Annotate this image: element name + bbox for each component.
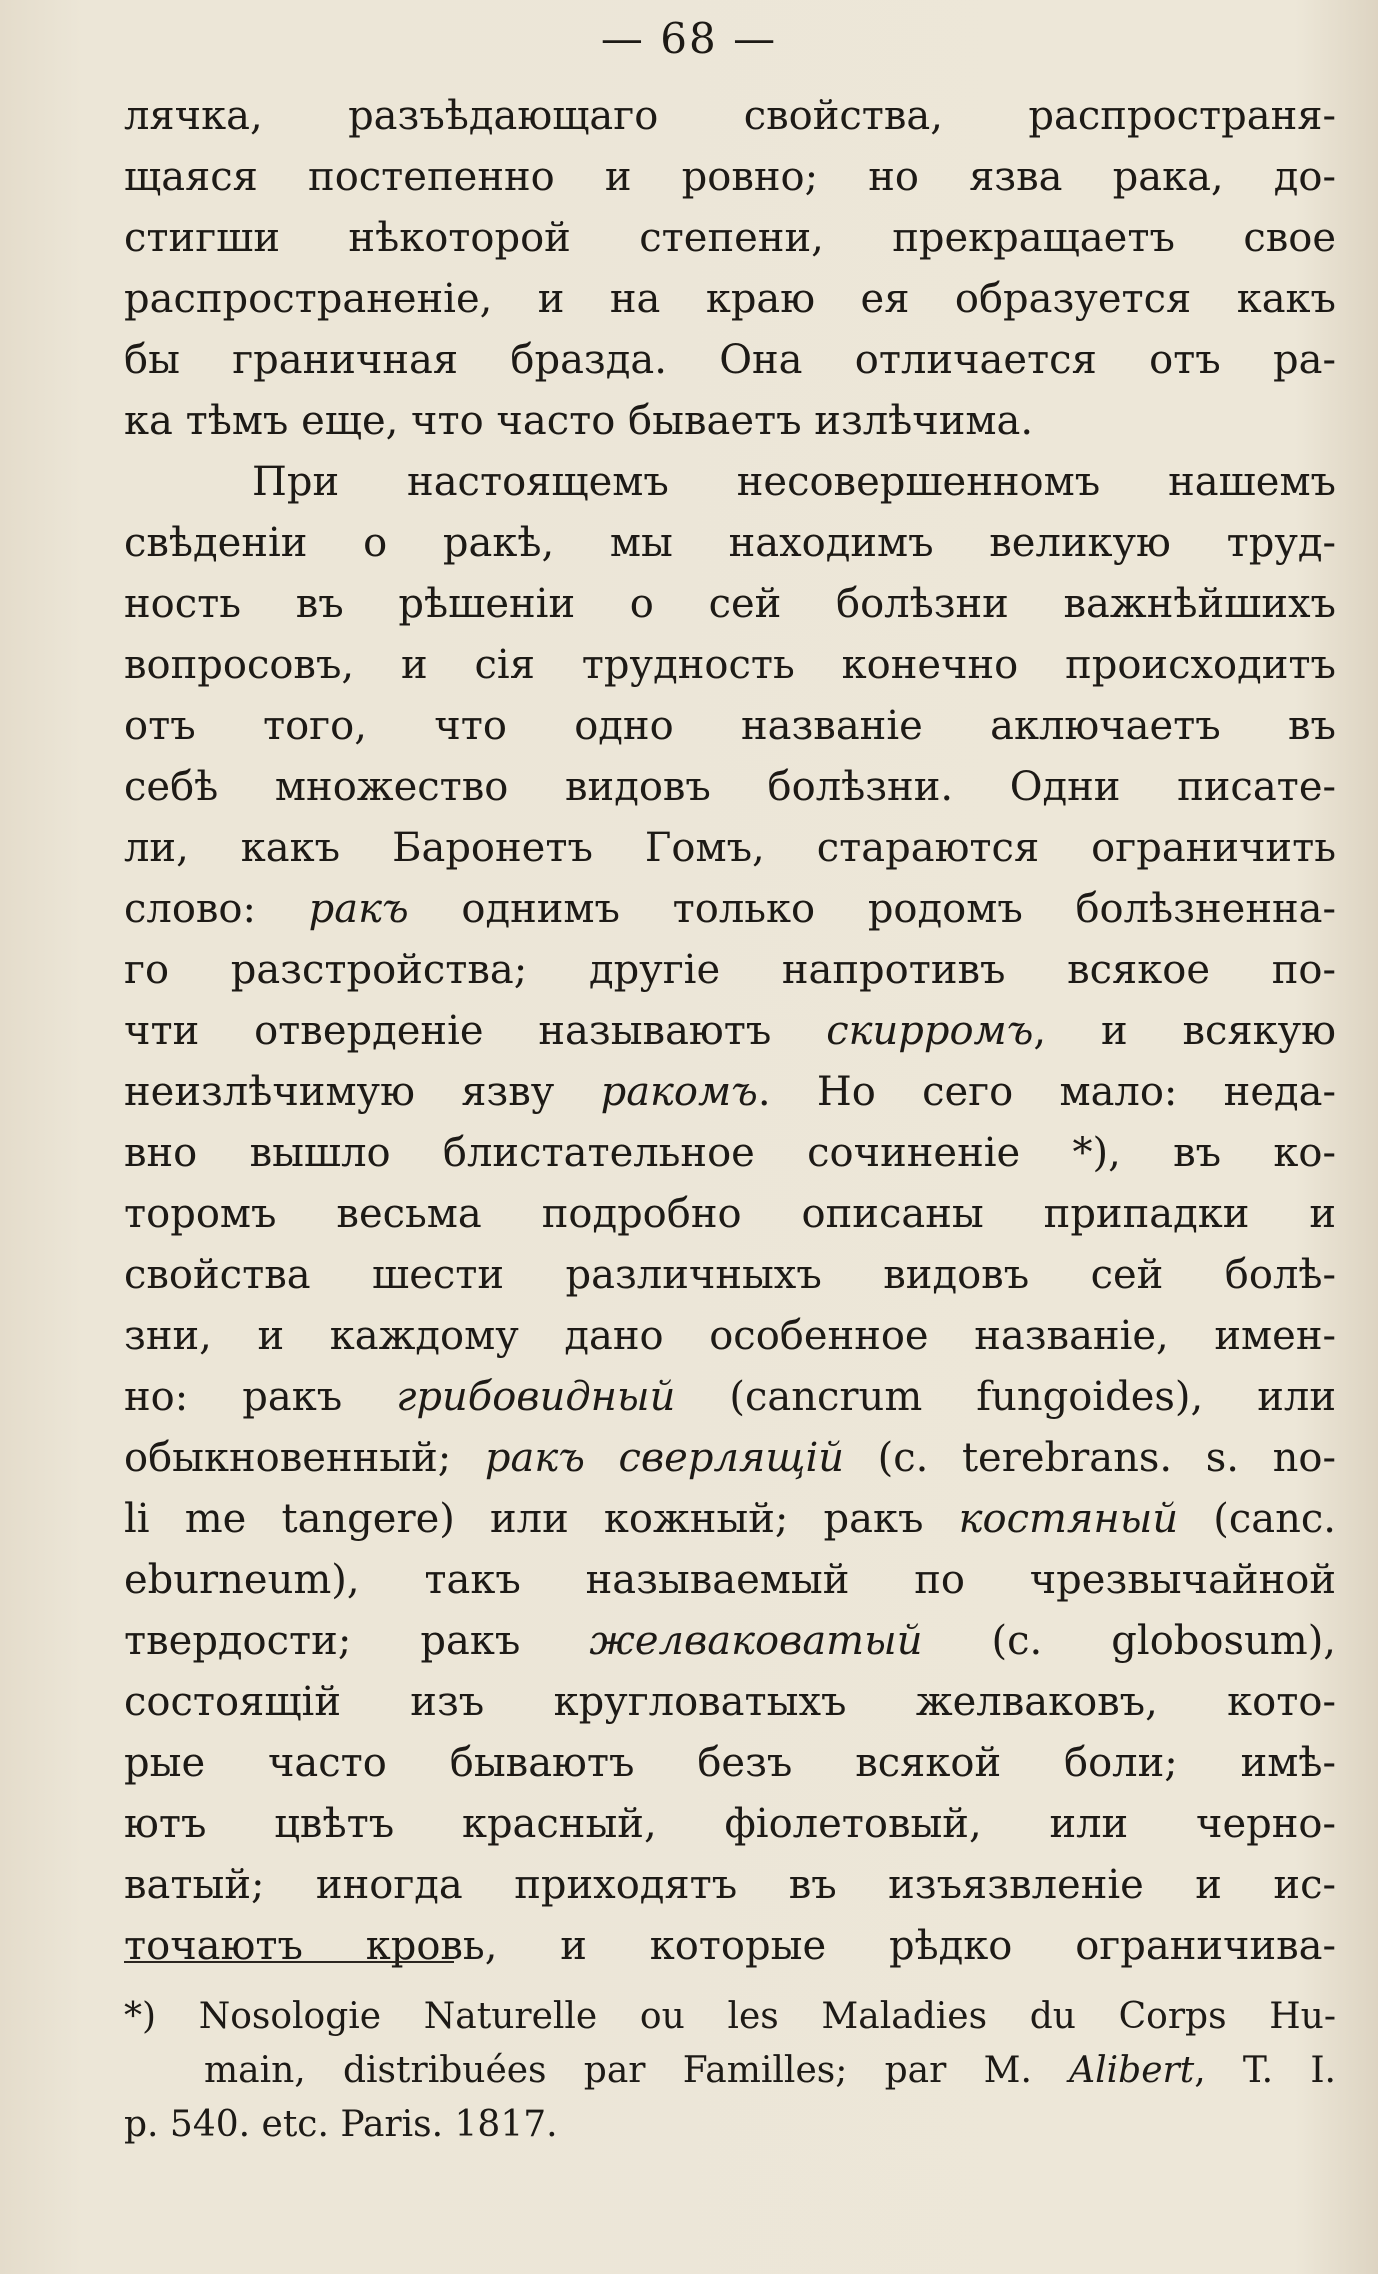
text-line [124,208,1336,269]
body-text [124,86,1336,1977]
text-line [124,818,1336,879]
text-line [124,1855,1336,1916]
text-run: состоящій изъ кругловатыхъ желваковъ, кото- [124,1679,1336,1725]
text-line [124,1916,1336,1977]
text-run: p. 540. etc. Paris. 1817. [124,2104,558,2145]
text-line [124,86,1336,147]
text-run: отъ того, что одно названіе аключаетъ въ [124,703,1336,749]
text-line [124,391,1336,452]
text-run: *) Nosologie Naturelle ou les Maladies du Corps Hu- [124,1996,1336,2037]
text-run: (c. terebrans. s. no- [844,1435,1336,1481]
footnote-line [124,2098,1336,2152]
text-run: main, distribuées par Familles; par M. [204,2050,1070,2091]
text-line [124,940,1336,1001]
text-line [124,1245,1336,1306]
footnote-line [124,1990,1336,2044]
text-run: li me tangere) или кожный; ракъ [124,1496,959,1542]
text-line [124,1428,1336,1489]
text-run: (canc. [1178,1496,1336,1542]
text-run: точаютъ кровь, и которые рѣдко ограничива- [124,1923,1336,1969]
text-line [124,757,1336,818]
text-run: , и всякую [1033,1008,1336,1054]
text-line [124,1550,1336,1611]
text-line [124,696,1336,757]
text-line [124,635,1336,696]
italic-term: Alibert [1069,2050,1195,2091]
text-line [124,1367,1336,1428]
text-run: ватый; иногда приходятъ въ изъязвленіе и ис- [124,1862,1336,1908]
text-run: торомъ весьма подробно описаны припадки и [124,1191,1336,1237]
text-run: распространеніе, и на краю ея образуется какъ [124,276,1336,322]
text-line [124,1123,1336,1184]
text-run: свѣденіи о ракѣ, мы находимъ великую труд- [124,520,1336,566]
text-line [124,269,1336,330]
text-run: однимъ только родомъ болѣзненна- [408,886,1336,932]
text-run: ность въ рѣшеніи о сей болѣзни важнѣйшихъ [124,581,1336,627]
text-run: (cancrum fungoides), или [675,1374,1336,1420]
text-run: слово: [124,886,309,932]
text-run: При настоящемъ несовершенномъ нашемъ [252,459,1336,505]
text-run: лячка, разъѣдающаго свойства, распространя- [124,93,1336,139]
italic-term: ракъ сверлящій [484,1435,844,1481]
text-run: но: ракъ [124,1374,397,1420]
italic-term: желваковатый [589,1618,923,1664]
text-run: себѣ множество видовъ болѣзни. Одни писате- [124,764,1336,810]
text-run: зни, и каждому дано особенное названіе, имен- [124,1313,1336,1359]
italic-term: ракъ [308,886,409,932]
text-line [124,1611,1336,1672]
text-run: неизлѣчимую язву [124,1069,601,1115]
text-line [124,147,1336,208]
text-run: (c. globosum), [922,1618,1336,1664]
text-run: вно вышло блистательное сочиненіе *), въ ко- [124,1130,1336,1176]
text-run: ютъ цвѣтъ красный, фіолетовый, или черно- [124,1801,1336,1847]
text-line [124,330,1336,391]
text-run: ка тѣмъ еще, что часто бываетъ излѣчима. [124,398,1034,444]
text-line [124,1733,1336,1794]
text-run: твердости; ракъ [124,1618,590,1664]
text-line [124,879,1336,940]
text-run: рые часто бываютъ безъ всякой боли; имѣ- [124,1740,1336,1786]
italic-term: костяный [958,1496,1179,1542]
text-line [124,1184,1336,1245]
italic-term: ракомъ [600,1069,758,1115]
text-line [124,1489,1336,1550]
text-run: вопросовъ, и сія трудность конечно происходитъ [124,642,1336,688]
italic-term: грибовидный [396,1374,676,1420]
text-line [124,1306,1336,1367]
text-run: стигши нѣкоторой степени, прекращаетъ свое [124,215,1336,261]
footnote [124,1990,1336,2152]
text-run: бы граничная бразда. Она отличается отъ ра- [124,337,1336,383]
text-run: щаяся постепенно и ровно; но язва рака, до- [124,154,1336,200]
footnote-line [124,2044,1336,2098]
text-line [124,513,1336,574]
text-run: eburneum), такъ называемый по чрезвычайной [124,1557,1336,1603]
text-run: ли, какъ Баронетъ Гомъ, стараются ограничить [124,825,1336,871]
text-line [124,1062,1336,1123]
text-line [124,452,1336,513]
text-line [124,574,1336,635]
text-line [124,1672,1336,1733]
text-line [124,1001,1336,1062]
text-run: , T. I. [1194,2050,1336,2091]
text-run: обыкновенный; [124,1435,485,1481]
text-run: чти отверденіе называютъ [124,1008,827,1054]
text-run: . Но сего мало: неда- [757,1069,1336,1115]
text-run: свойства шести различныхъ видовъ сей болѣ- [124,1252,1336,1298]
page-number: — 68 — [600,14,778,63]
text-run: го разстройства; другіе напротивъ всякое по- [124,947,1336,993]
footnote-divider [124,1961,454,1963]
italic-term: скирромъ [826,1008,1034,1054]
text-line [124,1794,1336,1855]
